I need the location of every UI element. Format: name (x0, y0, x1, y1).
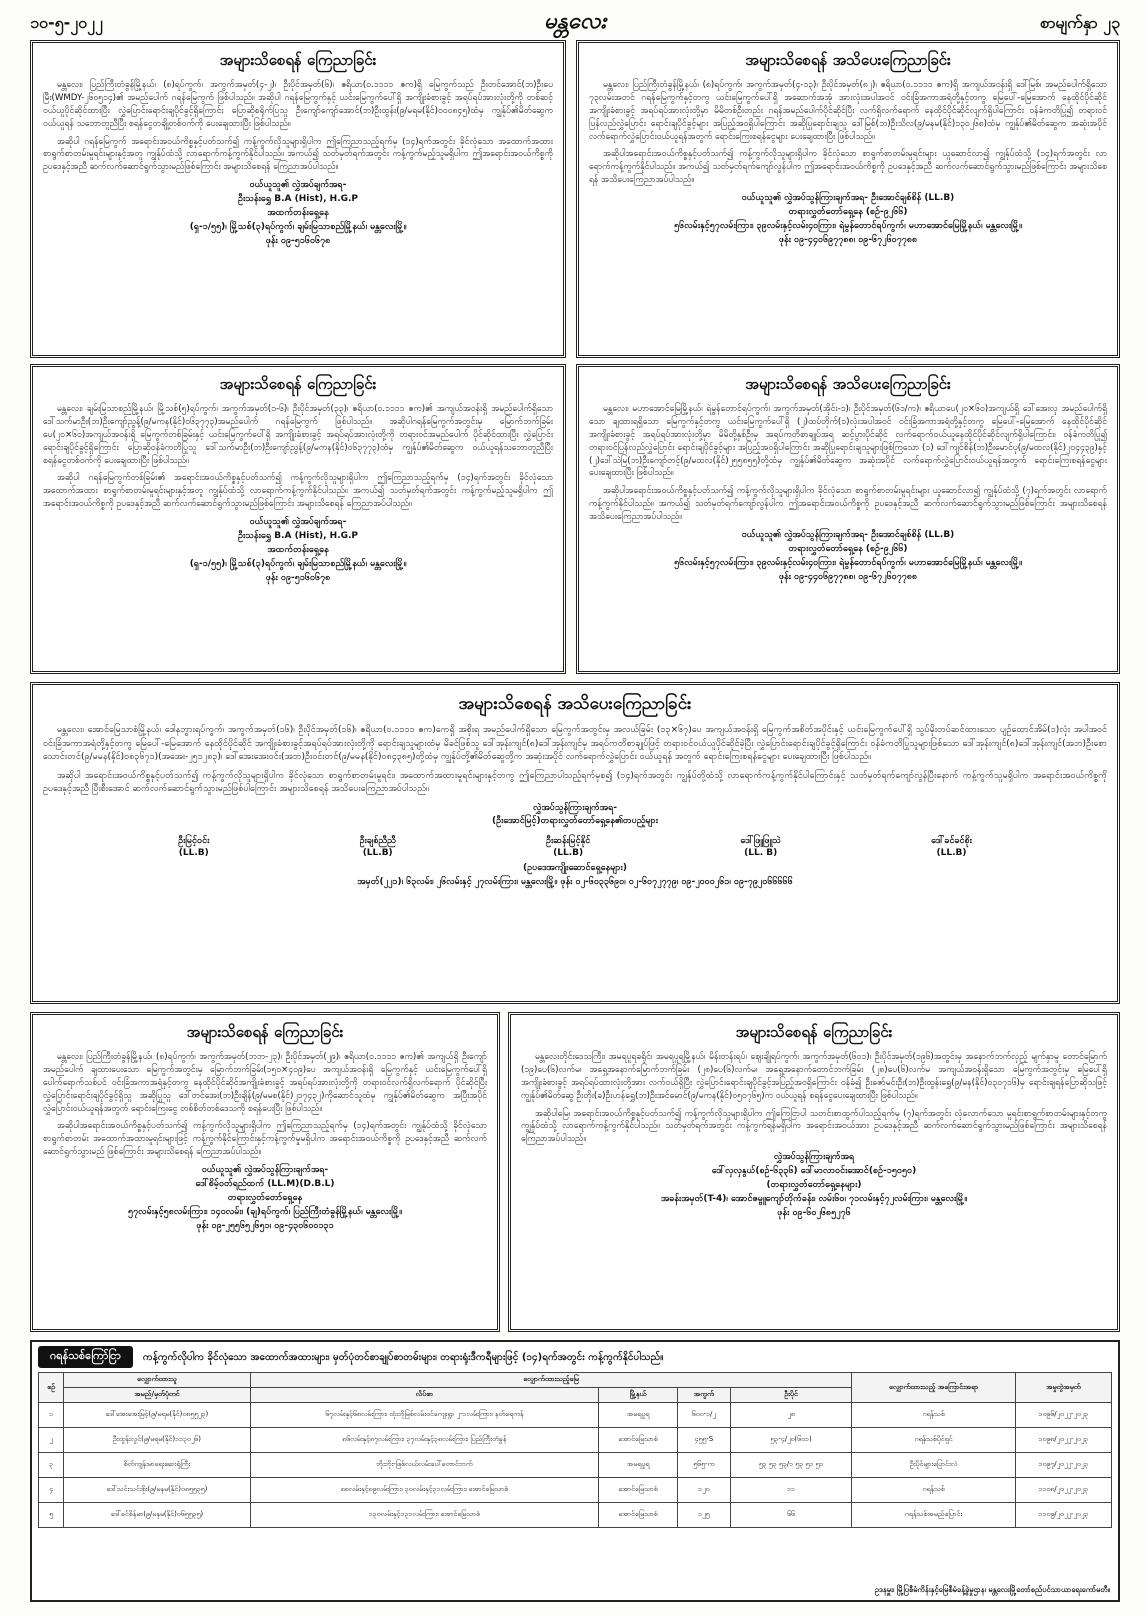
sig-line: အထက်တန်းရှေ့နေ (267, 545, 329, 555)
lawyer-name: ဒေါ်ဖြူဖြူသဲ (740, 836, 781, 847)
sig-line: ဖုန်း ၀၉-၅၁၆၀၆၇၈ (265, 572, 331, 583)
table-cell: အောင်မြေသာစံ (599, 1503, 678, 1528)
notice-title: အများသိစေရန် ကြေညာခြင်း (735, 1023, 893, 1041)
lawyer (178, 835, 209, 858)
notice-signature (43, 179, 553, 249)
sig-line: ဦးသန်းရွှေ B.A (Hist), H.G.P (237, 194, 359, 205)
table-cell: အမရပူရ (599, 1403, 678, 1428)
table-cell: ၆၆ (730, 1503, 852, 1528)
sig-line: (တရားလွှတ်တော်ရှေ့နေများ) (766, 1180, 862, 1191)
notice-paragraph: အဆိုပါ အရောင်းအဝယ်ကိစ္စနှင့်ပတ်သက်၍ ကန့်ကွက်လိုသူများရှိပါက ခိုင်လုံသော စာရွက်စာတမ်းမူရင်း၊ အထောက်အထားမူရင်းများနှင့်တကွ ဤကြေညာပါသည့်ရက်မှစ၍ (၁၄)ရက်အတွင်း ကျွန်ုပ်တို့ထံသို့ လာရောက်ကန့်ကွက်နိုင်ပါကြောင်းနှင့် သတ်မှတ်ရက်ကျော်လွန်ပြီးနောက် ကန့်ကွက်သူမရှိပါက အရောင်းအဝယ်ကိစ္စကို ဥပဒေနှင့်အညီ ပြီးစီးအောင် ဆက်လက်ဆောင်ရွက်သွားမည်ဖြစ်ပါကြောင်း အများသိစေရန် အသိပေးကြေညာအပ်ပါသည်။ (43, 770, 1107, 794)
notice-paragraph: အဆိုပါအရောင်းအဝယ်ကိစ္စနှင့်ပတ်သက်၍ ကန့်ကွက်လိုသူများရှိပါက ဤကြေညာသည့်ရက်မှ (၁၄)ရက်အတွင်း ကျွန်ုပ်ထံသို့ ခိုင်လုံသော စာရွက်စာတမ်း အထောက်အထားမူရင်းများဖြင့် ကန့်ကွက်နိုင်ကြောင်းနှင့်ကန့်ကွက်မှုမရှိပါက အရောင်းအဝယ်ကိစ္စကို ဥပဒေနှင့်အညီ ဆက်လက်ဆောင်ရွက်သွားမည် ဖြစ်ကြောင်း အများသိစေရန် ကြေညာအပ်ပါသည်။ (43, 1121, 487, 1158)
sig-line: ဒေါ်စိမ့်ဝတ်ရည်ထက် (LL.M)(D.B.L) (195, 1179, 335, 1190)
notice-5 (30, 682, 1120, 1004)
notice-title: အများသိစေရန် အသိပေးကြေညာခြင်း (745, 375, 951, 393)
notice-paragraph: အဆိုပါအရောင်းအဝယ်ကိစ္စနှင့်ပတ်သက်၍ ကန့်ကွက်လိုသူများရှိပါက ခိုင်လုံသော စာရွက်စာတမ်းမူရင်းများ ယူဆောင်လာ၍ ကျွန်ုပ်ထံသို့ (၁၄)ရက်အတွင်း လာရောက်ကန့်ကွက်နိုင်ပါသည်။ အကယ်၍ သတ်မှတ်ရက်ကျော်လွန်ပါက ဤအရောင်းအဝယ်ကိစ္စကို ဥပဒေနှင့်အညီ ဆက်လက်ဆောင်ရွက်သွားမည်ဖြစ်ကြောင်း အများသိစေရန် အသိပေးကြေညာအပ်ပါသည်။ (589, 149, 1107, 186)
page-header (30, 6, 1120, 40)
notice-paragraph: မန္တလေး၊ ချမ်းမြသာစည်မြို့နယ်၊ မြို့သစ်(၅)ရပ်ကွက်၊ အကွက်အမှတ်(၁-၆)၊ ဦးပိုင်အမှတ်(၃၃)၊ ဧရိယာ(၀.၁၁၁၁ ဧက)၏ အကျယ်အဝန်းရှိ အမည်ပေါက်ရှိသော ဒေါ်သက်မာဦး(ဘ)ဦးကျော်ညွန့်(၉/မကန(နိုင်)၀၆၃၇၇၃)အမည်ပေါက် ဂရန်မြေကွက် ဖြစ်ပါသည်။ အဆိုပါဂရန်မြေကွက်အတွင်းမှ မြောက်ဘက်ခြမ်း ပေ(၂၀×၆၀)အကျယ်အဝန်းရှိ မြေကွက်တစ်ခြမ်းနှင့် ယင်းမြေကွက်ပေါ်ရှိ အကျိုးခံစားခွင့် အရပ်ရပ်အားလုံးတို့ကို တရားဝင်အမည်ပေါက် ပိုင်ဆိုင်ထားပြီး လွှဲပြောင်းရောင်းချပိုင်ခွင့်ရှိကြောင်း ပြောဆိုဝန်ခံကတိပြုသူ ဒေါ်သက်မာဦး(ဘ)ဦးကျော်ညွန့်(၉/မကန(နိုင်)၀၆၃၇၇၃)ထံမှ ကျွန်ုပ်၏မိတ်ဆွေက ဝယ်ယူရန်သဘောတူညီပြီး စရန်ငွေတစ်ဝက်ကို ပေးချေထားပြီး ဖြစ်ပါသည်။ (43, 404, 553, 466)
table-cell: ၄ (39, 1478, 64, 1503)
notice-body (43, 1051, 487, 1159)
table-cell: ၁၂၅ (677, 1503, 730, 1528)
notice-paragraph: အဆိုပါမြေ၊ အရောင်းအဝယ်ကိစ္စနှင့်ပတ်သက်၍ ကန့်ကွက်လိုသူများရှိပါက ဤကြေငြာပါ သတင်းစာထွက်ပါသည့်ရက်မှ (၇)ရက်အတွင်း လုံလောက်သော မူရင်းစာရွက်စာတမ်းများနှင့်တကွ ကျွန်ုပ်ထံသို့ လာရောက်ကန့်ကွက်နိုင်ပါသည်။ သတ်မှတ်ရက်အတွင်း ကန့်ကွက်ရန်မရှိပါက အရောင်းအဝယ်အား ဥပဒေနှင့်အညီ ဆက်လက်ဆောင်ရွက်သွားမည်ဖြစ်ကြောင်း အများသိစေရန် ကြေညာအပ်ပါသည်။ (521, 1108, 1107, 1145)
notice-signature (43, 802, 1107, 830)
grant-table-tag: ဂရန်သစ်ကြော်ငြာ (38, 1346, 133, 1368)
column-header: မြို့နယ် (599, 1388, 678, 1403)
lawyer (931, 835, 972, 858)
grant-table-note: ကန့်ကွက်လိုပါက ခိုင်လုံသော အထောက်အထားများ၊ မှတ်ပုံတင်စာချုပ်စာတမ်းများ၊ တရားရုံးဒီကရီများဖြင့် (၁၄)ရက်အတွင်း ကန့်ကွက်နိုင်ပါသည်။ (142, 1351, 664, 1363)
table-row (39, 1403, 1112, 1428)
sig-line: ၅၇လမ်းနှင့်၅၈လမ်းကြား၊ ၁၄၀လမ်း၊ (ချ)ရပ်ကွက်၊ ပြည်ကြီးတံခွန်မြို့နယ်၊ မန္တလေးမြို့။ (128, 1206, 402, 1217)
notice-title: အများသိစေရန် ကြေညာခြင်း (219, 51, 377, 69)
table-row (39, 1478, 1112, 1503)
sig-line: (ဦးအောင်မြင့်)တရားလွှတ်တော်ရှေ့နေ၏တပည့်များ (491, 816, 659, 827)
table-cell: ၂၈ (730, 1403, 852, 1428)
issue-date: ၁၀-၅-၂၀၂၂ (30, 13, 103, 32)
column-header: လိပ်စာ (250, 1388, 598, 1403)
sig-line: တရားလွှတ်တော်ရှေ့နေ (စဉ်-၉၂၆၆) (788, 207, 908, 218)
sig-line: တရားလွှတ်တော်ရှေ့နေ (စဉ်-၉၂၆၆) (788, 543, 908, 554)
notice-2 (576, 40, 1120, 358)
sig-line: ဖုန်း ၀၉-၅၁၆၀၆၇၈ (265, 235, 331, 246)
table-cell: ၆၇လမ်းနှင့်၆၈လမ်းကြား၊ ထုံးဘိုမြစ်လမ်းဝင်ကျေးရွာ ၂-၁လမ်းကြား၊ နတ်ရေကန် (250, 1403, 598, 1428)
notice-paragraph: မန္တလေး၊ ပြည်ကြီးတံခွန်မြို့နယ်၊ (၈)ရပ်ကွက်၊ အကွက်အမှတ်(ဘဘ-၂၃)၊ ဦးပိုင်အမှတ်(၂၉)၊ ဧရိယာ(၀.၁၁၁၁ ဧက)၏ အကျယ်ရှိ ဦးကျော်အမည်ပေါက် ချထားပေးသော မြေကွက်အတွင်းမှ မြောက်ဘက်ခြမ်း(၁၅၀×၄၀၉)ပေ အကျယ်အဝန်းရှိ မြေကွက်နှင့် ယင်းမြေကွက်ပေါ်ရှိ ပေါက်ရောက်သစ်ပင် ဝင်းခြံအကာအရံနှင့်တကွ နေထိုင်ပိုင်ဆိုင်အကျိုးခံစားခွင့် အရပ်ရပ်အားလုံးတို့ကို တရားဝင်လက်ရှိလက်ရောက် ပိုင်ဆိုင်ပြီး လွှဲပြောင်းရောင်းချပိုင်ခွင့်ရှိသူ အဆိုပြုသူ ဒေါ်တင်အေး(ဘ)ဦးချိန်(၉/မမစ(နိုင်)၂၁၇၄၃၂)ကိုဆောင်သူထံမှ ကျွန်ုပ်၏မိတ်ဆွေက အပြီးအပိုင် လွှဲပြောင်းဝယ်ယူရန်အတွက် ရောင်းကြေးငွေ တစ်စိတ်တစ်ဒေသကို စရန်ပေးပြီး ဖြစ်ပါသည်။ (43, 1052, 487, 1114)
table-cell: ၈၆လမ်းနှင့်၈၇လမ်းကြား၊ ၃၇လမ်းနှင့်၃၈လမ်းကြား၊ ပြည်ကြီးတံခွန် (250, 1428, 598, 1453)
table-cell: ၁၁ (730, 1478, 852, 1503)
notice-title: အများသိစေရန် အသိပေးကြေညာခြင်း (458, 694, 692, 714)
sig-line: တရားလွှတ်တော်ရှေ့နေ (227, 1193, 303, 1203)
table-cell: ဒေါ်သင်းသင်းစိုး(၉/မနမ(နိုင်)၀၈၅၅၃၅) (64, 1478, 250, 1503)
table-cell: ဂရန်သစ်ပိုင်ရှင် (852, 1428, 1015, 1453)
sig-line: ဒေါ်လှလှနွယ်(စဉ်-၆၃၃၆) ဒေါ်မာလာဝင်းအောင်(စဉ်-၁၅၀၅၀) (711, 1166, 917, 1177)
grant-table-header (38, 1346, 1112, 1368)
page-number: စာမျက်နှာ ၂၃ (1039, 13, 1120, 32)
notice-signature (43, 1164, 487, 1234)
table-cell: ၅၃-၄/၂၀(၆၀၁) (730, 1428, 852, 1453)
column-header: စဉ် (39, 1373, 64, 1403)
table-cell: ၅ (39, 1503, 64, 1528)
sig-line: ဝယ်ယူသူ၏ လွှဲအပ်သွန်ကြားချက်အရ- (201, 1165, 329, 1176)
table-cell: ၈၈လမ်းနှင့်၈၉လမ်းကြား၊ ၃၀လမ်းနှင့်၃၁လမ်းကြား၊ အောင်မြေသာစံ (250, 1478, 598, 1503)
lawyer (546, 835, 590, 858)
column-header: အမည်/မှတ်ပုံတင် (64, 1388, 250, 1403)
column-header: အကွက် (677, 1388, 730, 1403)
notice-paragraph: မန္တလေး၊ မဟာအောင်မြေမြို့နယ်၊ ရဲမွန်တောင်ရပ်ကွက်၊ အကွက်အမှတ်(အိုင်း-၁)၊ ဦးပိုင်အမှတ်(၆၁/က)၊ ဧရိယာပေ(၂၀×၆၀)အကျယ်ရှိ ဒေါ်အေးလှ အမည်ပေါက်ရှိသော ချထားရရှိသော မြေကွက်နှင့်တကွ ယင်းမြေကွက်ပေါ်ရှိ (၂)ထပ်တိုက်(၁)လုံးအပါအဝင် ဝင်းခြံအကာအရံတို့နှင့်တကွ မြေပေါ်-မြေအောက် နေထိုင်ပိုင်ဆိုင် အကျိုးခံစားခွင့် အရပ်ရပ်အားလုံးတို့မှာ မိမိတို့နှစ်ဦးမှ အရပ်ကတိစာချုပ်အရ ဆင့်ပွားပိုင်ဆိုင် လက်ရောက်ဝယ်ယူနေထိုင်ပိုင်ဆိုင်လျက်ရှိပါကြောင်း၊ ဝန်ခံကတိပြု၍ တရားဝင်ပြန်လည်လွှဲပြောင်း ရောင်းချပိုင်ခွင့်များ အပြည့်အဝရှိပါကြောင်း အဆိုပြုရောင်းချသူများဖြစ်ကြသော (၁) ဒေါ်ကျင်စိန်(ဘ)ဦးမောင်ပု(၉/မထလ(နိုင်)၂၀၄၄၃၉)နှင့် (၂)ဒေါ်သဲမြ(ဘ)ဦးကျော်တင့်(၉/မထလ(နိုင်)၂၅၅၈၅၅)တို့ထံမှ ကျွန်ုပ်၏မိတ်ဆွေက အဆုံးအပိုင် လက်ရောက်လွှဲပြောင်းဝယ်ယူရန်အတွက် ရောင်းကြေးစရန်ငွေများ ပေးချေထားပြီး ဖြစ်ပါသည်။ (589, 404, 1107, 479)
table-cell: စိတ်ကျန်းမာရေးဆေးရုံကြီး (64, 1453, 250, 1478)
table-cell: ၁၀၉၇/၂၀၂၂-၂၀၂၃ (1015, 1453, 1111, 1478)
table-cell: ဦးထွန်းလွင်(၉/မရမ(နိုင်)၁၁၃၀၂၆) (64, 1428, 250, 1453)
sig-line: ဖုန်း ၀၉-၆၀၂၆၈၅၂၇၆ (777, 1207, 851, 1218)
notice-title: အများသိစေရန် ကြေညာခြင်း (219, 375, 377, 393)
notice-body (521, 1051, 1107, 1146)
notice-body (43, 403, 553, 511)
notice-6 (30, 1012, 500, 1332)
sig-line: ၅၆လမ်းနှင့်၅၇လမ်းကြား၊ ၃၉လမ်းနှင့်လမ်း၄၀ကြား၊ ရဲမွန်တောင်ရပ်ကွက်၊ မဟာအောင်မြေမြို့နယ်၊ မန္တလေးမြို့။ (674, 557, 1022, 568)
column-header: ဦးပိုင် (730, 1388, 852, 1403)
lawyer-list (103, 835, 1047, 858)
sig-line: လွှဲအပ်သွန်ကြားချက်အရ (773, 1152, 855, 1163)
lawyer-name: ဒေါ်ခင်ခင်စိုး (931, 836, 972, 847)
group-header: လျှောက်ထားသည့်မြေ (250, 1373, 852, 1388)
sig-line: အခန်းအမှတ်(T-4)၊ အောင်ဇမ္ဗူကျော်တိုက်ခန်း၊ လမ်း၆၀၊ ၇၁လမ်းနှင့်၇၂လမ်းကြား၊ မန္တလေးမြို့။ (660, 1194, 968, 1205)
sig-line: ဝယ်ယူသူ၏ လွှဲအပ်ချက်အရ- (249, 180, 347, 191)
sig-line: ဦးသန်းရွှေ B.A (Hist), H.G.P (237, 531, 359, 542)
lawyer-degree: (LL. B) (744, 848, 778, 859)
lawyer-name: ဦးချစ်ညီညီ (359, 836, 396, 847)
table-row (39, 1453, 1112, 1478)
lawyer (360, 835, 396, 858)
table-cell: အောင်မြေသာစံ (599, 1478, 678, 1503)
table-cell: ဒေါ်ခင်စိန်မာ(၉/မနမ(နိုင်)၀၆၅၅၃၅) (64, 1503, 250, 1528)
table-cell: ၁၃၀လမ်းနှင့်၁၃၁လမ်းကြား၊ အောင်မြေသာစံ (250, 1503, 598, 1528)
lawyer (740, 835, 780, 858)
table-cell: ၁၁၀၉/၂၀၂၂-၂၀၂၃ (1015, 1503, 1111, 1528)
sig-line: ဝယ်ယူသူ၏ လွှဲအပ်သွန်ကြားချက်အရ- ဦးအောင်ချစ်စိန် (LL.B) (741, 530, 955, 541)
lawyer-degree: (LL.B) (553, 848, 584, 859)
grant-table-section (30, 1340, 1120, 1602)
table-cell: ၁၁၀၈/၂၀၂၂-၂၀၂၃ (1015, 1478, 1111, 1503)
table-row (39, 1428, 1112, 1453)
column-header: လျှောက်ထားသည့် အကြောင်းအရာ (852, 1373, 1015, 1403)
group-header: လျှောက်ထားသူ (64, 1373, 250, 1388)
newspaper-logo: မန္တလေး (543, 8, 607, 34)
table-cell: ဂရန်သစ်အမည်ပြောင်း (852, 1503, 1015, 1528)
notice-signature (521, 1151, 1107, 1221)
sig-line: ဖုန်း ၀၉-၄၄၀၆၉၇၇၈၈၊ ၀၉-၆၇၂၆၀၇၇၈၈ (778, 234, 918, 245)
table-cell: ၁၂၀ (677, 1478, 730, 1503)
lawyer-name: ဦးမြင့်ဝင်း (178, 836, 210, 847)
table-cell: ဒေါ်အေးအေးမြင့်(၉/မရမ(နိုင်)၀၈၅၅၂၃) (64, 1403, 250, 1428)
table-cell: အမရပူရ (599, 1453, 678, 1478)
sig-line: ဖုန်း ၀၉-၄၄၀၆၉၇၇၈၈၊ ၀၉-၆၇၂၆၀၇၇၈၈ (778, 571, 918, 582)
notice-3 (30, 364, 566, 674)
sig-line: အမှတ်(၂၂၁)၊ ၆၃လမ်း၊ ၂၆လမ်းနှင့် ၂၇လမ်းကြား၊ မန္တလေးမြို့။ ဖုန်း ၀၂-၆၀၃၃၆၉၀၊ ၀၂-၆၀၇၂၇၇၉၊ ၀၉-၂၀၀၀၂၆၁၊ ၀၉-၇၉၂၀၆၆၆၆၆ (357, 877, 793, 888)
notice-body (43, 79, 553, 174)
notice-4 (576, 364, 1120, 674)
notice-signature-tail (43, 862, 1107, 890)
notice-paragraph: မန္တလေး၊ ပြည်ကြီးတံခွန်မြို့နယ်၊ (၈)ရပ်ကွက်၊ အကွက်အမှတ်(၄-၂)၊ ဦးပိုင်အမှတ်(၆)၊ ဧရိယာ(၀.၁၁၁၁ ဧက)ရှိ မြေကွက်သည် ဦးတင်အောင်(ဘ)ဦးပေမြီး(WMDY-၂၆၀၅၁၄)၏ အမည်ပေါက် ဂရန်မြေကွက် ဖြစ်ပါသည်။ အဆိုပါ ဂရန်မြေကွက်နှင့် ယင်းမြေကွက်ပေါ်ရှိ အကျိုးခံစားခွင့် အရပ်ရပ်အားလုံးတို့ကို တစ်ဆင့်ဝယ်ယူပိုင်ဆိုင်ထားပြီး လွှဲပြောင်းရောင်းချပိုင်ခွင့်ရှိကြောင်း ပြောဆိုစရိုက်ပြသူ ဦးကျော်ကျော်အောင်(ဘ)ဦးထွန်း(၉/မရမ(နိုင်)၀၀၀၈၄၅)ထံမှ ကျွန်ုပ်၏မိတ်ဆွေက ဝယ်ယူရန် သဘောတူညီပြီး စရန်ငွေတချို့တစ်ဝက်ကို ပေးချေထားပြီး ဖြစ်ပါသည်။ (43, 80, 553, 129)
notice-body (589, 403, 1107, 524)
table-cell: ၅၃ ၅၃ ၅၃/၁ ၅၃ ၅၁ ၅၁ (730, 1453, 852, 1478)
sig-line: ဝယ်ယူသူ၏ လွှဲအပ်သွန်ကြားချက်အရ- ဦးအောင်ချစ်စိန် (LL.B) (741, 193, 955, 204)
lawyer-degree: (LL.B) (362, 848, 393, 859)
table-row (39, 1503, 1112, 1528)
notice-body (43, 724, 1107, 797)
sig-line: ဝယ်ယူသူ၏ လွှဲအပ်ချက်အရ- (249, 517, 347, 528)
table-cell: ၁၀၉၈/၂၀၂၂-၂၀၂၃ (1015, 1428, 1111, 1453)
sig-line: ဖုန်း ၀၉-၂၅၅၆၅၂၆၅၁၊ ၀၉-၄၃၀၆၀၀၁၃၁ (196, 1220, 334, 1231)
table-cell: ၁ (39, 1403, 64, 1428)
notice-paragraph: မန္တလေး၊ ပြည်ကြီးတံခွန်မြို့နယ်၊ (၈)ရပ်ကွက်၊ အကွက်အမှတ်(၄-၁၃)၊ ဦးပိုင်အမှတ်(၈၂)၊ ဧရိယာ(၀.၁၁၁၁ ဧက)ရှိ အကျယ်အဝန်းရှိ ဒေါ်မြစ်၊ အမည်ပေါက်ရှိသော ၇၃လမ်းအတင် ဂရန်မြေကွက်နှင့်တကွ ယင်းမြေကွက်ပေါ်ရှိ အဆောက်အအုံ အားလုံးအပါအဝင် ဝင်းခြံအကာအရံတို့နှင့်တကွ မြေပေါ်-မြေအောက် နေထိုင်ပိုင်ဆိုင် အကျိုးခံစားခွင့် အရပ်ရပ်အားလုံးတို့မှာ မိမိတစ်ဦးတည်း ဂရန်အမည်ပေါက်ပိုင်ဆိုင်ပြီး လက်ရှိလက်ရောက် နေထိုင်ပိုင်ဆိုင်လျက်ရှိပါကြောင်း ဝန်ခံကတိပြု၍ တရားဝင်ပြန်လည်လွှဲပြောင်း ရောင်းချပိုင်ခွင့်များ အပြည့်အဝရှိပါကြောင်း အဆိုပြုရောင်းချသူ ဒေါ်မြစ်(ဘ)ဦးသိလ(၉/မနမ(နိုင်)၁၃၀၂၆၈)ထံမှ ကျွန်ုပ်၏မိတ်ဆွေက အဆုံးအပိုင် လက်ရောက်လွှဲပြောင်းဝယ်ယူရန်အတွက် ရောင်းကြေးစရန်ငွေများ ပေးချေထားပြီး ဖြစ်ပါသည်။ (589, 80, 1107, 142)
notice-paragraph: အဆိုပါ ဂရန်မြေကွက် အရောင်းအဝယ်ကိစ္စနှင့်ပတ်သက်၍ ကန့်ကွက်လိုသူများရှိပါက ဤကြေညာသည့်ရက်မှ (၁၄)ရက်အတွင်း ခိုင်လုံသော အထောက်အထား စာရွက်စာတမ်းမူရင်းများနှင့်အတူ ကျွန်ုပ်ထံသို့ လာရောက်ကန့်ကွက်နိုင်ပါသည်။ အကယ်၍ သတ်မှတ်ရက်အတွင်း ကန့်ကွက်မည့်သူမရှိပါက ဤအရောင်းအဝယ်ကိစ္စကို ဥပဒေနှင့်အညီ ဆက်လက်ဆောင်ရွက်သွားမည်ဖြစ်ကြောင်း အများသိစေရန် ကြေညာအပ်ပါသည်။ (43, 136, 553, 173)
notice-paragraph: အဆိုပါ ဂရန်မြေကွက်တစ်ခြမ်း၏ အရောင်းအဝယ်ကိစ္စနှင့်ပတ်သက်၍ ကန့်ကွက်လိုသူများရှိပါက ဤကြေညာသည့်ရက်မှ (၁၄)ရက်အတွင်း ခိုင်လုံသော အထောက်အထား စာရွက်စာတမ်းမူရင်းများနှင့်အတူ ကျွန်ုပ်ထံသို့ လာရောက်ကန့်ကွက်နိုင်ပါသည်။ အကယ်၍ သတ်မှတ်ရက်အတွင်း ကန့်ကွက်မည့်သူမရှိပါက ဤအရောင်းအဝယ်ကိစ္စကို ဥပဒေနှင့်အညီ ဆက်လက်ဆောင်ရွက်သွားမည်ဖြစ်ကြောင်း အများသိစေရန် ကြေညာအပ်ပါသည်။ (43, 473, 553, 510)
sig-line: (ရှ-၁/၅၅)၊ မြို့သစ်(၃)ရပ်ကွက်၊ ချမ်းမြသာစည်မြို့နယ်၊ မန္တလေးမြို့။ (189, 558, 407, 569)
sig-line: (ရှ-၁/၅၅)၊ မြို့သစ်(၃)ရပ်ကွက်၊ ချမ်းမြသာစည်မြို့နယ်၊ မန္တလေးမြို့။ (189, 222, 407, 233)
table-cell: ဂရန်သစ် (852, 1478, 1015, 1503)
sig-line: (ဥပဒေအကျိုးဆောင်ရှေ့နေများ) (523, 863, 627, 874)
notice-1 (30, 40, 566, 358)
sig-line: လွှဲအပ်သွန်ကြားချက်အရ- (533, 802, 617, 813)
table-cell: ဘိုးဘိုး-ဖြစ်လယ်လမ်းပေါ်တောင်ဘက် (250, 1453, 598, 1478)
notice-title: အများသိစေရန် ကြေညာခြင်း (186, 1023, 344, 1041)
notice-signature (589, 192, 1107, 248)
sig-line: ၅၆လမ်းနှင့်၅၇လမ်းကြား၊ ၃၉လမ်းနှင့်လမ်း၄၀ကြား၊ ရဲမွန်တောင်ရပ်ကွက်၊ မဟာအောင်မြေမြို့နယ်၊ မန္တလေးမြို့။ (674, 221, 1022, 231)
table-cell: ဂရန်သစ် (852, 1403, 1015, 1428)
table-cell: ဦးပိုင်များပြောင်းလဲ (852, 1453, 1015, 1478)
notice-paragraph: မန္တလေးတိုင်းဒေသကြီး၊ အမရပူရခရိုင်၊ အမရပူရမြို့နယ်၊ မိန်းတန်းရပ်၊ ဈေးချိုရပ်ကွက်၊ အကွက်အမှတ်(၆၀၁)၊ ဦးပိုင်အမှတ်(၁၉၆)အတွင်းမှ အနောက်ဘက်လှည့် မျက်နှာမူ တောင်မြောက် (၁၉)ပေ(၆)လက်မ၊ အရှေ့အနောက်မြောက်ဘက်ခြမ်း (၂၈)ပေ(၆)လက်မ၊ အရှေ့အနောက်တောင်ဘက်ခြမ်း (၂၈)ပေ(၆)လက်မ အကျယ်အဝန်းရှိသော မြေကွက်အတွင်းမှ မြေပေါ်ရှိ အကျိုးခံစားခွင့် အရပ်ရပ်ထားလုံးတို့အား လက်ဝယ်ရှိပြီး လွှဲပြောင်းရောင်းချပိုင်ခွင့်အပြည့်အဝရှိကြောင်း ဝန်ခံ၍ ဦးဇော်မင်းဦး(ဘ)ဦးထွန်းရွှေ(၉/မန(နိုင်)၀၃၀၇၁၆)မှ ရောင်းချရန်ပြောဆိုသဖြင့် ကျွန်ုပ်၏မိတ်ဆွေ ဦးတိုး(ခ)ဦးဟန်ရွှေ(ဘ)ဦးအင်မောင်(၉/မကန(နိုင်)၀၅၀၇၆၅)က ဝယ်ယူရန် စရန်ငွေပေးချေထားပြီး ဖြစ်ပါသည်။ (521, 1052, 1107, 1101)
column-header: အမှုတွဲအမှတ် (1015, 1373, 1111, 1403)
table-cell: ၆၀၀-၁/၂ (677, 1403, 730, 1428)
notice-paragraph: အဆိုပါအရောင်းအဝယ်ကိစ္စနှင့်ပတ်သက်၍ ကန့်ကွက်လိုသူများရှိပါက ခိုင်လုံသော စာရွက်စာတမ်းမူရင်းများ ယူဆောင်လာ၍ ကျွန်ုပ်ထံသို့ (၇)ရက်အတွင်း လာရောက်ကန့်ကွက်နိုင်ပါသည်။ အကယ်၍ သတ်မှတ်ရက်ကျော်လွန်ပါက ဤအရောင်းအဝယ်ကိစ္စကို ဥပဒေနှင့်အညီ ဆက်လက်ဆောင်ရွက်သွားမည်ဖြစ်ကြောင်း အများသိစေရန် အသိပေးကြေညာအပ်ပါသည်။ (589, 486, 1107, 523)
table-cell: ၃ (39, 1453, 64, 1478)
table-cell: အောင်မြေသာစံ (599, 1428, 678, 1453)
notice-signature (589, 529, 1107, 585)
lawyer-name: ဦးဆန်းမြင့်နိုင် (546, 836, 591, 847)
grant-table-footer: ဥဒနမှူး၊ မြို့ပြစီမံကိန်းနှင့်မြေစီမံခန့်ခွဲမှုဌာန၊ မန္တလေးမြို့တော်စည်ပင်သာယာရေးကော်မတီ။ (874, 1585, 1110, 1594)
table-cell: ၂ (39, 1428, 64, 1453)
notice-title: အများသိစေရန် အသိပေးကြေညာခြင်း (745, 51, 951, 69)
grant-table (38, 1372, 1112, 1528)
notice-signature (43, 516, 553, 586)
table-cell: ၅၆၅-က (677, 1453, 730, 1478)
notice-paragraph: မန္တလေး၊ အောင်မြေသာစံမြို့နယ်၊ ဒေါနဘွားရပ်ကွက်၊ အကွက်အမှတ်(၁၆)၊ ဦးပိုင်အမှတ်(၁၆)၊ ဧရိယာ(၀.၁၁၁၁ ဧက)ကေရှိ အစိုးရ အမည်ပေါက်ရှိသော မြေကွက်အတွင်းမှ အလယ်ခြမ်း (၁၃×၆၇)ပေ အကျယ်အဝန်းရှိ မြေကွက်အစိတ်အပိုင်းနှင့် ယင်းမြေကွက်ပေါ်ရှိ သွပ်မိုးတပ်ဆင်ထားသော ပျဉ်ထောင်အိမ်(၁)လုံး အပါအဝင် ဝင်းခြံအကာအရံတို့နှင့်တကွ မြေပေါ်-မြေအောက် နေထိုင်ပိုင်ဆိုင် အကျိုးခံစားခွင့်အရပ်ရပ်အားလုံးတို့ကို ရောင်းချသူများထံမှ မိခင်ဖြစ်သူ ဒေါ်အုန်းကျင်(၈)ဒေါ်အုန်းကျင်မှ အရပ်ကတိစာချုပ်ဖြင့် တရားဝင်ဝယ်ယူပိုင်ဆိုင်ခဲ့ပြီး လွှဲပြောင်းရောင်းချပိုင်ခွင့်ရှိကြောင်း ဝန်ခံကတိပြုသူများဖြစ်သော ဒေါ်အုန်းကျင်(၈)ဒေါ်အုန်းကျင်(အဘ)ဦးစောသောင်းတင်(၉/မမန(နိုင်)၀၈၃၆၇၁)(အအေး-၂၅၁၂၈၃)၊ ဒေါ်အေးအေးဝင်း(အဘ)ဦးဝင်းတင်(၉/မမန(နိုင်)၀၈၄၃၈၅)တို့ထံမှ ကျွန်ုပ်တို့၏မိတ်ဆွေတို့က အဆုံးအပိုင် လက်ရောက်လွှဲပြောင်း ဝယ်ယူရန် အတွက် ရောင်းကြေးစရန်ငွေများ ပေးချေထားပြီး ဖြစ်ပါသည်။ (43, 725, 1107, 762)
sig-line: အထက်တန်းရှေ့နေ (267, 208, 329, 219)
notice-7 (508, 1012, 1120, 1332)
table-cell: ၁၀၉၆/၂၀၂၂-၂၀၂၃ (1015, 1403, 1111, 1428)
lawyer-degree: (LL.B) (178, 848, 209, 859)
table-cell: ၄၅၅-S (677, 1428, 730, 1453)
notice-body (589, 79, 1107, 187)
lawyer-degree: (LL.B) (936, 848, 967, 859)
